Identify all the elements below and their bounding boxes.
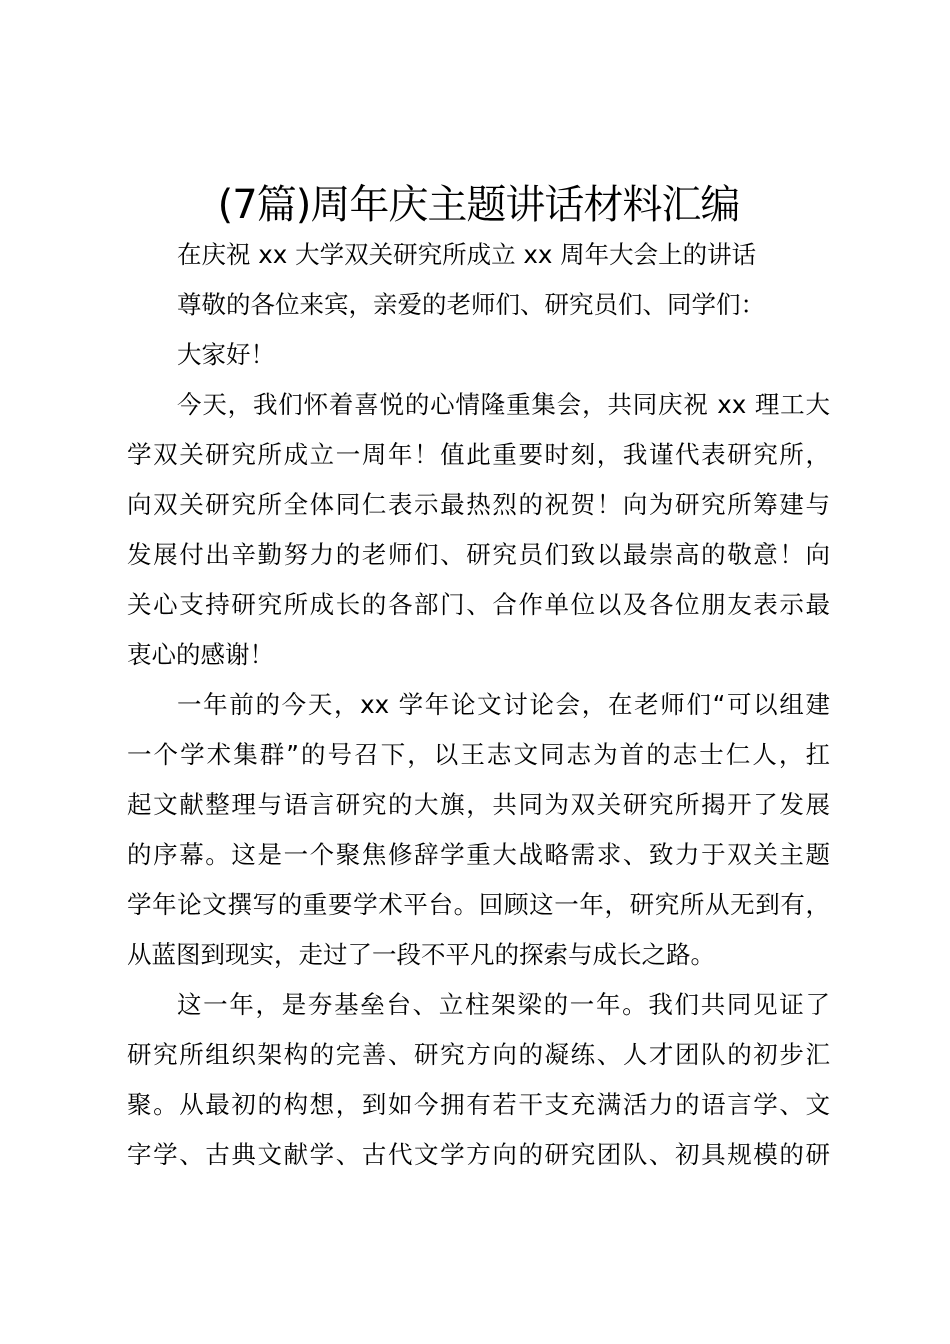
paragraph	[127, 380, 830, 680]
paragraph	[127, 980, 830, 1180]
body-paragraphs	[127, 380, 830, 1180]
paragraph-line: 这一年，是夯基垒台、立柱架梁的一年。我们共同见证了	[177, 990, 830, 1019]
paragraph	[127, 680, 830, 980]
paragraph-line: 的序幕。这是一个聚焦修辞学重大战略需求、致力于双关主题	[127, 840, 830, 869]
paragraph-line: 发展付出辛勤努力的老师们、研究员们致以最崇高的敬意！向	[127, 540, 830, 569]
paragraph-line: 一年前的今天，xx 学年论文讨论会，在老师们“可以组建	[177, 690, 830, 719]
paragraph-line: 学双关研究所成立一周年！值此重要时刻，我谨代表研究所，	[127, 440, 830, 469]
greeting: 大家好！	[177, 340, 275, 369]
paragraph-line: 今天，我们怀着喜悦的心情隆重集会，共同庆祝 xx 理工大	[177, 390, 830, 419]
document-page	[127, 180, 830, 1180]
paragraph-line: 学年论文撰写的重要学术平台。回顾这一年，研究所从无到有，	[127, 890, 830, 919]
paragraph-line: 关心支持研究所成长的各部门、合作单位以及各位朋友表示最	[127, 590, 830, 619]
speech-title: 在庆祝 xx 大学双关研究所成立 xx 周年大会上的讲话	[177, 240, 757, 269]
salutation: 尊敬的各位来宾，亲爱的老师们、研究员们、同学们：	[177, 290, 765, 319]
paragraph-line: 起文献整理与语言研究的大旗，共同为双关研究所揭开了发展	[127, 790, 830, 819]
paragraph-line: 一个学术集群”的号召下，以王志文同志为首的志士仁人，扛	[127, 740, 830, 769]
paragraph-line: 研究所组织架构的完善、研究方向的凝练、人才团队的初步汇	[127, 1040, 830, 1069]
document-title: (7篇)周年庆主题讲话材料汇编	[217, 182, 740, 228]
paragraph-line: 从蓝图到现实，走过了一段不平凡的探索与成长之路。	[127, 940, 715, 969]
paragraph-line: 向双关研究所全体同仁表示最热烈的祝贺！向为研究所筹建与	[127, 490, 830, 519]
paragraph-line: 字学、古典文献学、古代文学方向的研究团队、初具规模的研	[127, 1140, 830, 1169]
paragraph-line: 衷心的感谢！	[127, 640, 274, 669]
paragraph-line: 聚。从最初的构想，到如今拥有若干支充满活力的语言学、文	[127, 1090, 830, 1119]
